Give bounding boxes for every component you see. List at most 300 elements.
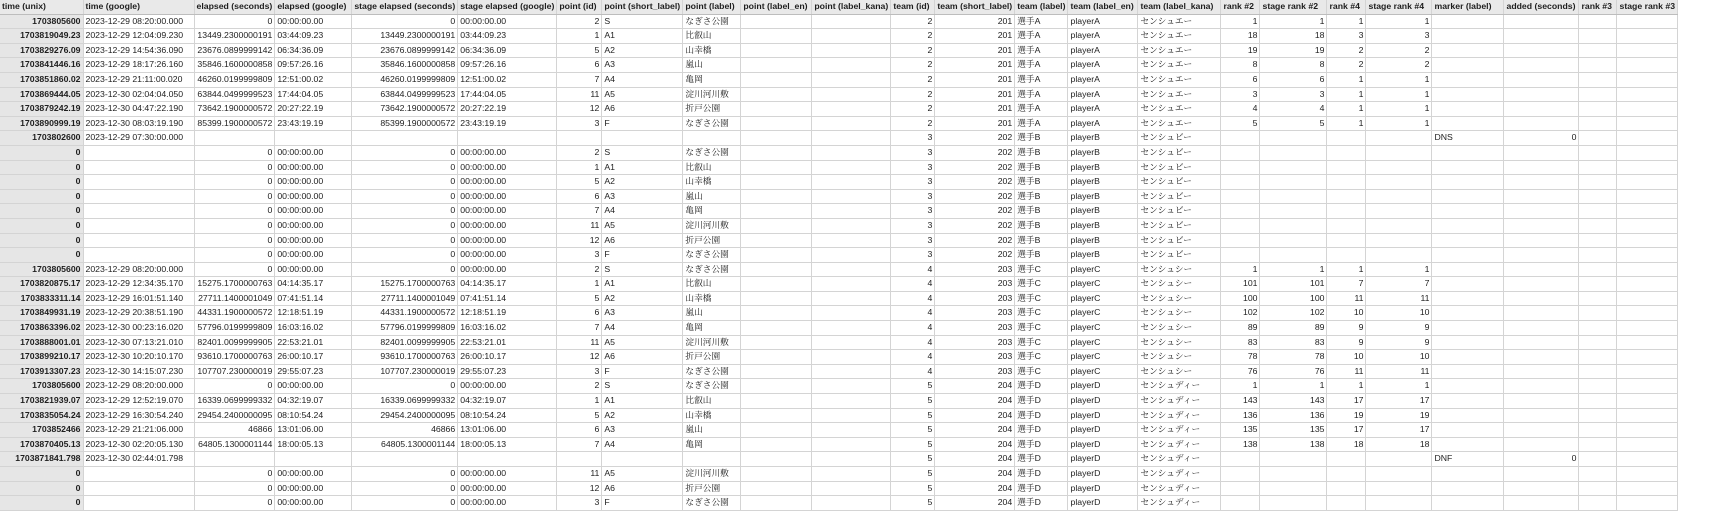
table-cell[interactable]: 11 [1366, 364, 1432, 379]
table-cell[interactable] [1579, 248, 1617, 263]
table-cell[interactable]: 76 [1260, 364, 1327, 379]
table-cell[interactable]: 5 [1260, 116, 1327, 131]
table-cell[interactable]: 0 [352, 481, 458, 496]
table-cell[interactable]: 5 [891, 379, 935, 394]
column-header[interactable]: rank #3 [1579, 0, 1617, 14]
table-cell[interactable]: 11 [1327, 364, 1366, 379]
table-cell[interactable]: F [602, 364, 683, 379]
table-cell[interactable]: 89 [1221, 321, 1260, 336]
table-cell[interactable]: 201 [935, 14, 1015, 29]
row-key-cell[interactable]: 0 [0, 175, 83, 190]
row-key-cell[interactable]: 1703852466 [0, 423, 83, 438]
table-row[interactable] [0, 321, 1678, 336]
table-cell[interactable]: なぎさ公園 [683, 14, 741, 29]
table-cell[interactable]: なぎさ公園 [683, 248, 741, 263]
table-cell[interactable]: 4 [891, 291, 935, 306]
row-key-cell[interactable]: 1703879242.19 [0, 102, 83, 117]
table-cell[interactable] [1579, 291, 1617, 306]
table-cell[interactable]: A2 [602, 175, 683, 190]
table-cell[interactable] [741, 145, 812, 160]
table-cell[interactable]: DNF [1432, 452, 1504, 467]
table-cell[interactable]: playerB [1068, 131, 1138, 146]
table-cell[interactable] [1579, 72, 1617, 87]
table-cell[interactable] [1617, 335, 1678, 350]
table-cell[interactable] [1617, 321, 1678, 336]
table-cell[interactable]: 204 [935, 496, 1015, 511]
table-cell[interactable]: 選手D [1015, 481, 1068, 496]
table-cell[interactable]: A2 [602, 408, 683, 423]
table-cell[interactable] [1260, 218, 1327, 233]
table-cell[interactable]: 0 [352, 14, 458, 29]
table-row[interactable] [0, 496, 1678, 511]
table-cell[interactable] [741, 43, 812, 58]
table-row[interactable] [0, 408, 1678, 423]
table-cell[interactable] [1260, 467, 1327, 482]
table-cell[interactable] [1617, 364, 1678, 379]
table-cell[interactable] [741, 14, 812, 29]
table-cell[interactable] [741, 379, 812, 394]
table-cell[interactable]: 山幸橋 [683, 291, 741, 306]
table-cell[interactable]: 4 [891, 306, 935, 321]
table-cell[interactable]: 嵐山 [683, 189, 741, 204]
column-header[interactable]: team (label_kana) [1138, 0, 1221, 14]
table-cell[interactable] [1504, 14, 1579, 29]
table-cell[interactable] [83, 233, 194, 248]
column-header[interactable]: marker (label) [1432, 0, 1504, 14]
table-cell[interactable]: playerA [1068, 14, 1138, 29]
table-cell[interactable] [812, 248, 891, 263]
row-key-cell[interactable]: 1703890999.19 [0, 116, 83, 131]
table-cell[interactable]: 202 [935, 175, 1015, 190]
table-cell[interactable] [1327, 160, 1366, 175]
table-cell[interactable]: 4 [891, 364, 935, 379]
table-row[interactable] [0, 102, 1678, 117]
table-cell[interactable]: 選手C [1015, 321, 1068, 336]
table-cell[interactable] [741, 204, 812, 219]
table-cell[interactable]: 0 [194, 481, 275, 496]
table-cell[interactable] [741, 160, 812, 175]
table-cell[interactable]: 16:03:16.02 [458, 321, 557, 336]
table-cell[interactable] [1221, 175, 1260, 190]
table-cell[interactable]: A2 [602, 43, 683, 58]
table-cell[interactable] [1432, 379, 1504, 394]
table-cell[interactable]: 1 [1366, 72, 1432, 87]
table-cell[interactable]: なぎさ公園 [683, 496, 741, 511]
table-cell[interactable] [1617, 262, 1678, 277]
table-cell[interactable] [741, 335, 812, 350]
table-cell[interactable]: 23:43:19.19 [458, 116, 557, 131]
table-cell[interactable]: 2023-12-30 02:44:01.798 [83, 452, 194, 467]
table-cell[interactable]: 29454.2400000095 [352, 408, 458, 423]
table-cell[interactable]: 1 [1260, 262, 1327, 277]
table-cell[interactable]: 00:00:00.00 [275, 496, 352, 511]
table-row[interactable] [0, 204, 1678, 219]
table-cell[interactable]: 5 [557, 43, 602, 58]
table-cell[interactable]: 3 [891, 189, 935, 204]
table-cell[interactable]: 0 [352, 379, 458, 394]
column-header[interactable]: team (short_label) [935, 0, 1015, 14]
table-cell[interactable]: 204 [935, 467, 1015, 482]
table-cell[interactable] [1617, 102, 1678, 117]
table-cell[interactable]: A1 [602, 394, 683, 409]
table-cell[interactable] [1327, 218, 1366, 233]
table-cell[interactable]: 1 [1366, 87, 1432, 102]
table-cell[interactable]: 比叡山 [683, 29, 741, 44]
table-cell[interactable] [1366, 204, 1432, 219]
table-cell[interactable]: 3 [891, 204, 935, 219]
table-cell[interactable]: 89 [1260, 321, 1327, 336]
table-cell[interactable] [741, 175, 812, 190]
table-cell[interactable]: 204 [935, 437, 1015, 452]
table-cell[interactable] [1617, 277, 1678, 292]
table-cell[interactable] [812, 14, 891, 29]
table-cell[interactable]: 00:00:00.00 [275, 160, 352, 175]
table-cell[interactable] [1617, 189, 1678, 204]
table-cell[interactable]: 1 [1221, 14, 1260, 29]
row-key-cell[interactable]: 0 [0, 218, 83, 233]
table-cell[interactable] [1221, 496, 1260, 511]
table-cell[interactable]: 83 [1260, 335, 1327, 350]
table-cell[interactable] [741, 306, 812, 321]
table-cell[interactable]: 0 [194, 14, 275, 29]
table-cell[interactable]: 2 [891, 87, 935, 102]
table-cell[interactable]: 3 [1327, 29, 1366, 44]
table-cell[interactable]: 00:00:00.00 [458, 189, 557, 204]
table-cell[interactable]: センシュビー [1138, 131, 1221, 146]
table-cell[interactable] [1432, 364, 1504, 379]
table-cell[interactable]: 亀岡 [683, 321, 741, 336]
column-header[interactable]: elapsed (google) [275, 0, 352, 14]
table-cell[interactable] [1432, 175, 1504, 190]
table-cell[interactable]: 選手B [1015, 189, 1068, 204]
table-cell[interactable]: 選手D [1015, 394, 1068, 409]
table-cell[interactable]: 3 [891, 160, 935, 175]
column-header[interactable]: point (short_label) [602, 0, 683, 14]
table-cell[interactable]: 00:00:00.00 [275, 379, 352, 394]
table-cell[interactable]: playerC [1068, 364, 1138, 379]
table-cell[interactable]: 3 [1221, 87, 1260, 102]
table-cell[interactable]: 選手B [1015, 233, 1068, 248]
table-cell[interactable]: センシュシー [1138, 321, 1221, 336]
table-cell[interactable] [1579, 394, 1617, 409]
table-cell[interactable]: 0 [194, 204, 275, 219]
table-cell[interactable] [1260, 175, 1327, 190]
table-cell[interactable] [741, 481, 812, 496]
row-key-cell[interactable]: 0 [0, 481, 83, 496]
table-row[interactable] [0, 233, 1678, 248]
table-cell[interactable]: 102 [1260, 306, 1327, 321]
row-key-cell[interactable]: 1703851860.02 [0, 72, 83, 87]
table-cell[interactable] [1617, 87, 1678, 102]
table-cell[interactable]: A4 [602, 72, 683, 87]
table-cell[interactable]: 00:00:00.00 [458, 204, 557, 219]
table-cell[interactable]: 202 [935, 189, 1015, 204]
table-cell[interactable]: センシュディー [1138, 467, 1221, 482]
table-cell[interactable]: 18 [1260, 29, 1327, 44]
table-cell[interactable]: 0 [1504, 452, 1579, 467]
table-cell[interactable]: 選手A [1015, 102, 1068, 117]
table-row[interactable] [0, 43, 1678, 58]
table-cell[interactable] [1617, 481, 1678, 496]
table-cell[interactable]: 折戸公園 [683, 481, 741, 496]
table-cell[interactable] [1504, 87, 1579, 102]
table-row[interactable] [0, 306, 1678, 321]
table-row[interactable] [0, 379, 1678, 394]
table-cell[interactable]: 00:00:00.00 [458, 14, 557, 29]
table-cell[interactable]: 204 [935, 394, 1015, 409]
table-cell[interactable]: 5 [557, 408, 602, 423]
table-cell[interactable]: 1 [1327, 116, 1366, 131]
table-cell[interactable] [812, 160, 891, 175]
table-cell[interactable] [683, 452, 741, 467]
table-cell[interactable]: 17:44:04.05 [458, 87, 557, 102]
table-cell[interactable]: 44331.1900000572 [352, 306, 458, 321]
table-cell[interactable]: 1 [1366, 102, 1432, 117]
table-cell[interactable] [1260, 481, 1327, 496]
table-cell[interactable]: 82401.0099999905 [352, 335, 458, 350]
table-cell[interactable]: 13449.2300000191 [352, 29, 458, 44]
table-cell[interactable] [1504, 72, 1579, 87]
table-cell[interactable] [1579, 14, 1617, 29]
table-cell[interactable]: 2023-12-29 08:20:00.000 [83, 262, 194, 277]
table-cell[interactable]: 03:44:09.23 [275, 29, 352, 44]
table-cell[interactable]: 5 [891, 452, 935, 467]
table-cell[interactable] [1504, 291, 1579, 306]
table-cell[interactable] [1260, 189, 1327, 204]
table-cell[interactable]: 135 [1221, 423, 1260, 438]
table-cell[interactable]: 04:32:19.07 [275, 394, 352, 409]
table-cell[interactable]: 1 [1327, 14, 1366, 29]
table-cell[interactable]: 12 [557, 350, 602, 365]
table-row[interactable] [0, 467, 1678, 482]
table-cell[interactable]: 203 [935, 277, 1015, 292]
table-cell[interactable]: 選手D [1015, 452, 1068, 467]
table-cell[interactable] [1504, 116, 1579, 131]
table-cell[interactable]: playerA [1068, 72, 1138, 87]
column-header[interactable]: point (id) [557, 0, 602, 14]
table-cell[interactable]: 00:00:00.00 [458, 175, 557, 190]
table-cell[interactable] [741, 248, 812, 263]
table-cell[interactable]: センシュエー [1138, 102, 1221, 117]
table-cell[interactable]: F [602, 496, 683, 511]
table-cell[interactable] [1432, 321, 1504, 336]
table-cell[interactable]: 1 [1260, 14, 1327, 29]
table-cell[interactable]: 折戸公園 [683, 102, 741, 117]
table-cell[interactable]: 06:34:36.09 [458, 43, 557, 58]
table-cell[interactable]: 11 [557, 467, 602, 482]
table-cell[interactable]: 107707.230000019 [194, 364, 275, 379]
column-header[interactable]: stage elapsed (seconds) [352, 0, 458, 14]
table-cell[interactable]: 2023-12-29 18:17:26.160 [83, 58, 194, 73]
table-cell[interactable] [1504, 364, 1579, 379]
table-cell[interactable]: 5 [891, 496, 935, 511]
table-cell[interactable] [1432, 350, 1504, 365]
table-cell[interactable]: 23676.0899999142 [194, 43, 275, 58]
table-cell[interactable] [1221, 218, 1260, 233]
table-cell[interactable]: 78 [1260, 350, 1327, 365]
column-header[interactable]: stage elapsed (google) [458, 0, 557, 14]
table-cell[interactable]: 4 [891, 277, 935, 292]
table-cell[interactable] [812, 102, 891, 117]
row-key-cell[interactable]: 1703833311.14 [0, 291, 83, 306]
table-cell[interactable]: 3 [891, 131, 935, 146]
table-cell[interactable]: 亀岡 [683, 72, 741, 87]
table-cell[interactable]: A3 [602, 189, 683, 204]
table-cell[interactable]: A2 [602, 291, 683, 306]
table-cell[interactable]: 3 [891, 218, 935, 233]
table-cell[interactable]: 3 [557, 248, 602, 263]
row-key-cell[interactable]: 1703805600 [0, 14, 83, 29]
table-cell[interactable]: 2 [891, 116, 935, 131]
table-cell[interactable]: playerA [1068, 29, 1138, 44]
table-cell[interactable] [1617, 291, 1678, 306]
table-cell[interactable] [1617, 233, 1678, 248]
table-cell[interactable]: 0 [352, 189, 458, 204]
table-cell[interactable]: 0 [352, 467, 458, 482]
table-cell[interactable]: 57796.0199999809 [194, 321, 275, 336]
table-cell[interactable]: 0 [194, 248, 275, 263]
table-cell[interactable]: 18 [1221, 29, 1260, 44]
table-cell[interactable] [1617, 175, 1678, 190]
table-cell[interactable] [741, 452, 812, 467]
table-cell[interactable]: センシュディー [1138, 379, 1221, 394]
table-cell[interactable]: センシュエー [1138, 72, 1221, 87]
table-cell[interactable]: 3 [891, 233, 935, 248]
table-cell[interactable]: 3 [891, 248, 935, 263]
table-cell[interactable]: センシュディー [1138, 452, 1221, 467]
table-cell[interactable]: 0 [352, 204, 458, 219]
table-cell[interactable] [1579, 379, 1617, 394]
table-cell[interactable]: 嵐山 [683, 423, 741, 438]
table-cell[interactable] [1432, 394, 1504, 409]
table-cell[interactable] [1221, 481, 1260, 496]
table-cell[interactable]: playerB [1068, 204, 1138, 219]
table-cell[interactable]: 選手D [1015, 496, 1068, 511]
table-cell[interactable]: 29:55:07.23 [458, 364, 557, 379]
table-cell[interactable] [1504, 321, 1579, 336]
table-cell[interactable]: 06:34:36.09 [275, 43, 352, 58]
table-cell[interactable]: 選手C [1015, 306, 1068, 321]
column-header[interactable]: stage rank #2 [1260, 0, 1327, 14]
table-cell[interactable]: 1 [1327, 87, 1366, 102]
table-cell[interactable]: センシュエー [1138, 87, 1221, 102]
row-key-cell[interactable]: 1703871841.798 [0, 452, 83, 467]
table-cell[interactable] [83, 145, 194, 160]
table-cell[interactable]: 44331.1900000572 [194, 306, 275, 321]
column-header[interactable]: elapsed (seconds) [194, 0, 275, 14]
table-cell[interactable] [1504, 160, 1579, 175]
table-cell[interactable]: 17 [1327, 423, 1366, 438]
table-cell[interactable]: 選手C [1015, 335, 1068, 350]
table-cell[interactable] [1366, 481, 1432, 496]
table-cell[interactable]: 2 [891, 43, 935, 58]
table-cell[interactable] [83, 481, 194, 496]
table-cell[interactable]: playerA [1068, 102, 1138, 117]
table-cell[interactable] [1579, 423, 1617, 438]
table-cell[interactable] [1327, 204, 1366, 219]
table-cell[interactable] [1432, 218, 1504, 233]
table-cell[interactable] [812, 481, 891, 496]
table-cell[interactable]: 22:53:21.01 [275, 335, 352, 350]
table-cell[interactable]: 選手B [1015, 248, 1068, 263]
table-cell[interactable] [1579, 102, 1617, 117]
table-cell[interactable] [1327, 496, 1366, 511]
table-cell[interactable]: 選手C [1015, 291, 1068, 306]
table-cell[interactable] [1432, 102, 1504, 117]
table-cell[interactable]: 00:00:00.00 [275, 14, 352, 29]
table-cell[interactable] [352, 131, 458, 146]
table-cell[interactable]: センシュビー [1138, 160, 1221, 175]
table-cell[interactable] [1617, 218, 1678, 233]
table-cell[interactable] [1504, 233, 1579, 248]
table-cell[interactable] [1579, 350, 1617, 365]
table-cell[interactable]: 比叡山 [683, 394, 741, 409]
table-cell[interactable]: 00:00:00.00 [275, 262, 352, 277]
row-key-cell[interactable]: 0 [0, 467, 83, 482]
table-cell[interactable]: 2 [891, 14, 935, 29]
table-cell[interactable]: 23676.0899999142 [352, 43, 458, 58]
column-header[interactable]: rank #4 [1327, 0, 1366, 14]
table-cell[interactable]: 08:10:54.24 [275, 408, 352, 423]
table-cell[interactable]: 100 [1260, 291, 1327, 306]
table-cell[interactable] [1260, 496, 1327, 511]
table-cell[interactable]: センシュシー [1138, 335, 1221, 350]
table-cell[interactable] [352, 452, 458, 467]
table-cell[interactable]: 2023-12-30 04:47:22.190 [83, 102, 194, 117]
table-cell[interactable]: 19 [1221, 43, 1260, 58]
table-cell[interactable]: 143 [1221, 394, 1260, 409]
table-cell[interactable]: 202 [935, 218, 1015, 233]
table-row[interactable] [0, 29, 1678, 44]
table-cell[interactable]: 204 [935, 408, 1015, 423]
table-cell[interactable] [812, 335, 891, 350]
table-cell[interactable]: 11 [557, 218, 602, 233]
table-cell[interactable]: playerD [1068, 481, 1138, 496]
table-cell[interactable] [741, 72, 812, 87]
table-cell[interactable] [1327, 481, 1366, 496]
table-cell[interactable] [741, 394, 812, 409]
table-cell[interactable] [812, 189, 891, 204]
table-cell[interactable] [1504, 350, 1579, 365]
table-cell[interactable]: playerD [1068, 452, 1138, 467]
table-cell[interactable]: センシュビー [1138, 204, 1221, 219]
table-cell[interactable]: 09:57:26.16 [275, 58, 352, 73]
table-cell[interactable]: playerC [1068, 306, 1138, 321]
table-cell[interactable]: 1 [1221, 262, 1260, 277]
table-cell[interactable]: playerD [1068, 423, 1138, 438]
table-row[interactable] [0, 116, 1678, 131]
table-cell[interactable]: 12 [557, 102, 602, 117]
table-cell[interactable]: 選手C [1015, 364, 1068, 379]
table-cell[interactable] [1504, 408, 1579, 423]
table-cell[interactable] [83, 204, 194, 219]
table-cell[interactable] [83, 218, 194, 233]
table-cell[interactable] [1260, 233, 1327, 248]
table-cell[interactable] [812, 496, 891, 511]
table-cell[interactable]: 26:00:10.17 [458, 350, 557, 365]
table-cell[interactable]: 27711.1400001049 [352, 291, 458, 306]
table-cell[interactable]: playerD [1068, 394, 1138, 409]
table-cell[interactable]: 26:00:10.17 [275, 350, 352, 365]
column-header[interactable]: team (label) [1015, 0, 1068, 14]
table-cell[interactable]: 淀川河川敷 [683, 467, 741, 482]
table-cell[interactable]: センシュディー [1138, 496, 1221, 511]
table-cell[interactable] [83, 189, 194, 204]
table-cell[interactable]: A1 [602, 160, 683, 175]
table-cell[interactable] [1327, 131, 1366, 146]
table-cell[interactable]: 64805.1300001144 [352, 437, 458, 452]
table-cell[interactable] [741, 423, 812, 438]
